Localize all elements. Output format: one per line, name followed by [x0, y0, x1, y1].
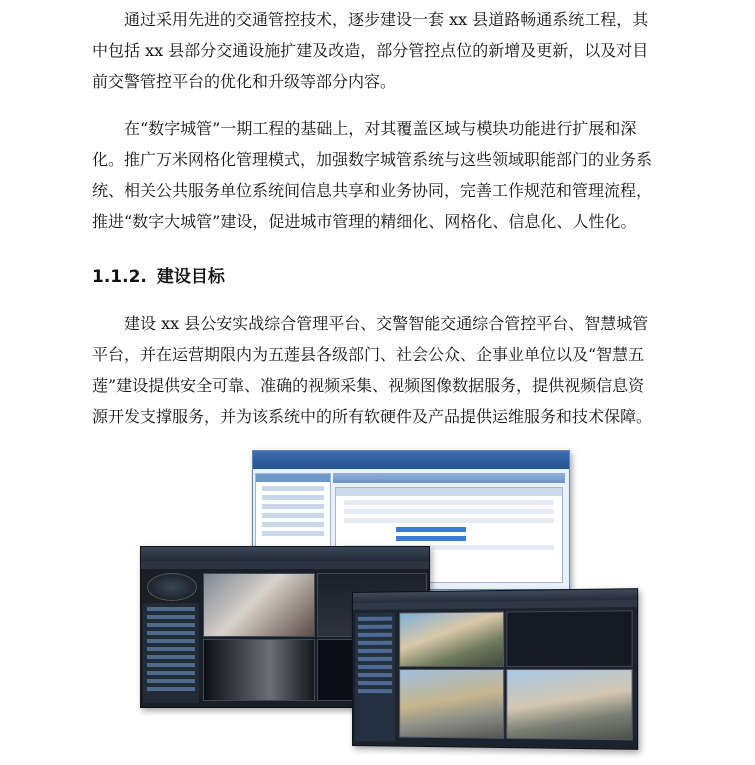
window-titlebar	[141, 547, 429, 561]
window-titlebar	[253, 451, 569, 469]
text-line: 通过采用先进的交通管控技术，逐步建设一套 xx 县道路畅通系统工程，其	[124, 10, 649, 29]
section-title: 建设目标	[156, 267, 225, 287]
camera-tree-panel	[355, 613, 395, 742]
text-line: 统、相关公共服务单位系统间信息共享和业务协同，完善工作规范和管理流程，	[92, 181, 653, 200]
video-feed	[399, 612, 504, 667]
text-line: 化。推广万米网格化管理模式，加强数字城管系统与这些领域职能部门的业务系	[92, 150, 653, 169]
video-feed	[399, 669, 504, 739]
text-line: 建设 xx 县公安实战综合管理平台、交警智能交通综合管控平台、智慧城管	[124, 314, 649, 333]
ptz-control-icon	[147, 573, 197, 601]
video-feed	[506, 610, 632, 667]
text-line: 源开发支撑服务，并为该系统中的所有软硬件及产品提供运维服务和技术保障。	[92, 407, 653, 426]
video-feed	[203, 573, 315, 637]
video-feed	[203, 639, 315, 701]
window-tabs	[333, 473, 565, 483]
paragraph-intro	[92, 4, 648, 97]
video-playback-window-image	[352, 588, 638, 750]
text-line: 平台，并在运营期限内为五莲县各级部门、社会公众、企事业单位以及“智慧五	[92, 345, 645, 364]
platform-screenshots-figure	[140, 450, 630, 750]
text-line: 莲”建设提供安全可靠、准确的视频采集、视频图像数据服务，提供视频信息资	[92, 376, 645, 395]
text-line: 中包括 xx 县部分交通设施扩建及改造，部分管控点位的新增及更新，以及对目	[92, 41, 649, 60]
section-number: 1.1.2.	[92, 267, 147, 287]
window-menubar	[141, 561, 429, 569]
paragraph-goals	[92, 308, 653, 432]
text-line: 前交警管控平台的优化和升级等部分内容。	[92, 72, 397, 91]
text-line: 在“数字城管”一期工程的基础上，对其覆盖区域与模块功能进行扩展和深	[124, 119, 637, 138]
text-line: 推进“数字大城管”建设，促进城市管理的精细化、网格化、信息化、人性化。	[92, 212, 637, 231]
paragraph-digital-city	[92, 113, 653, 237]
video-feed	[506, 669, 632, 740]
camera-tree-panel	[143, 603, 199, 703]
section-heading	[92, 262, 225, 287]
